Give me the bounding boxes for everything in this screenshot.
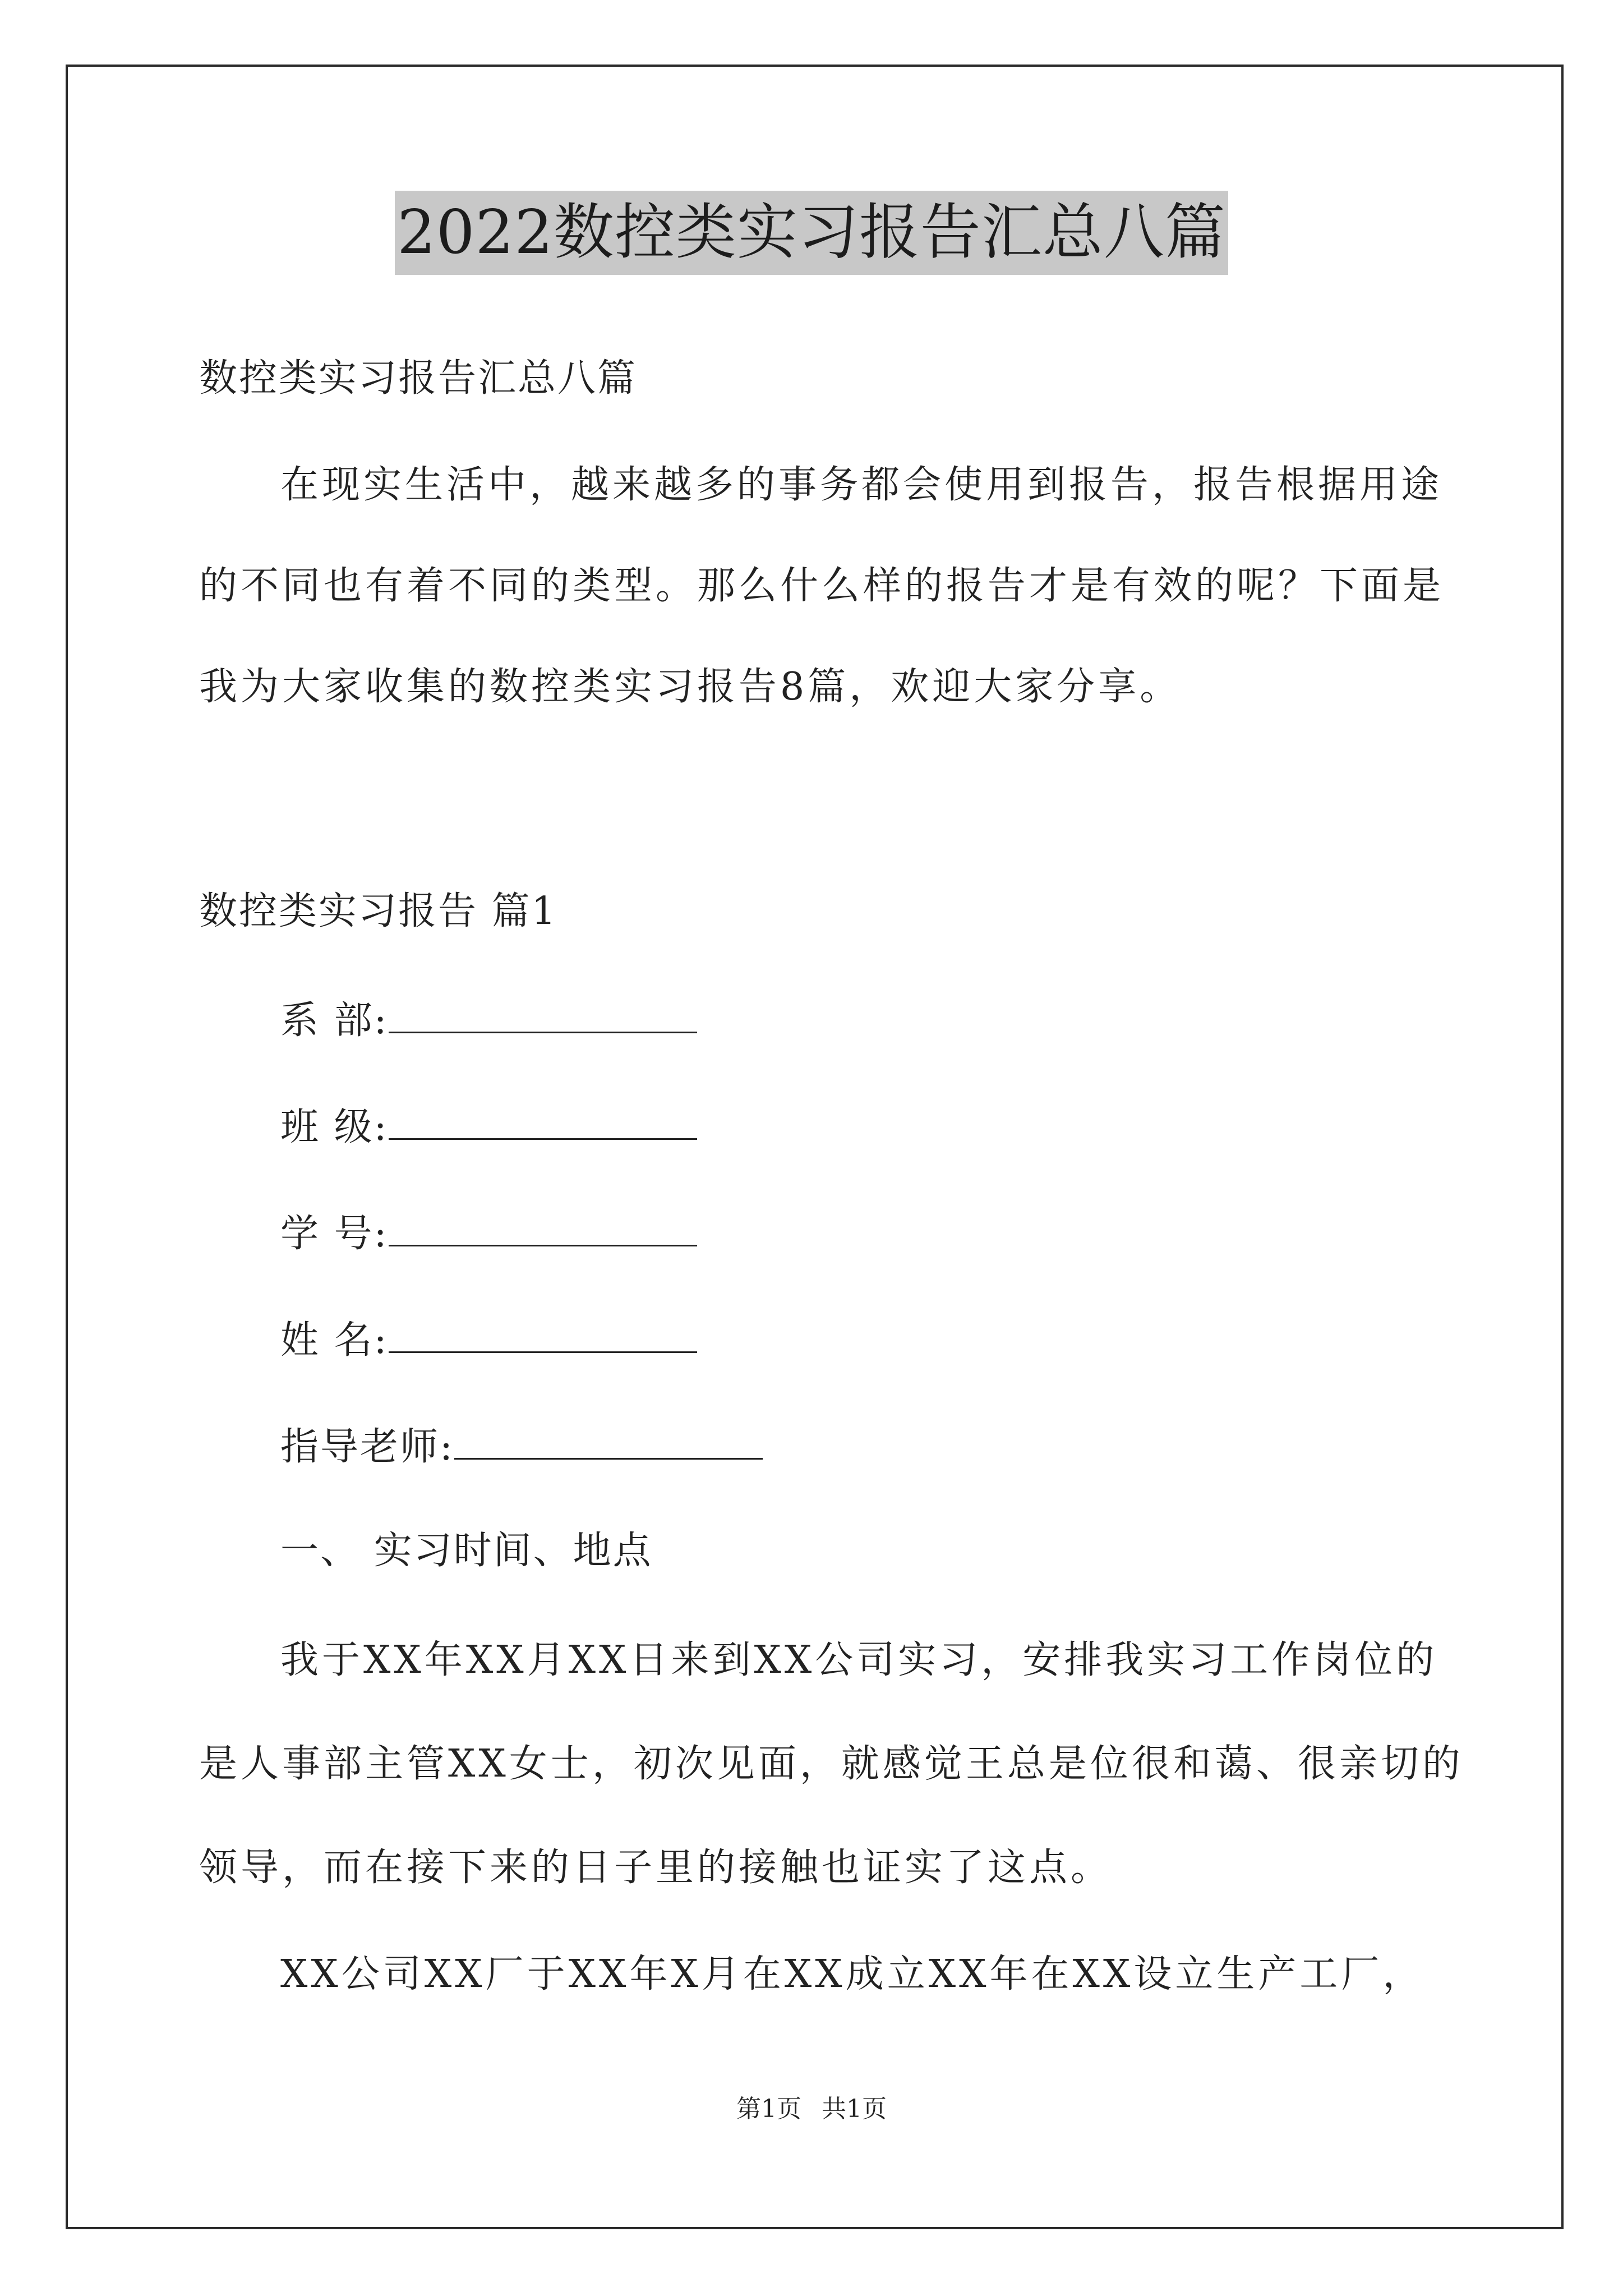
intro-line-3: 我为大家收集的数控类实习报告8篇，欢迎大家分享。 <box>199 665 1182 709</box>
form-field-name <box>280 1315 697 1366</box>
form-field-class <box>280 1102 697 1153</box>
page-number: 第1页 <box>736 2095 801 2123</box>
para2-line-1: XX公司XX厂于XX年X月在XX成立XX年在XX设立生产工厂， <box>280 1952 1424 1996</box>
form-field-department <box>280 996 697 1046</box>
form-label: 系 部: <box>280 999 389 1043</box>
form-label: 指导老师: <box>280 1425 454 1469</box>
intro-line-1: 在现实生活中，越来越多的事务都会使用到报告，报告根据用途 <box>280 463 1443 507</box>
form-label: 姓 名: <box>280 1318 389 1363</box>
page-total: 共1页 <box>822 2095 887 2123</box>
form-field-advisor <box>280 1422 763 1473</box>
blank-line <box>454 1427 763 1460</box>
form-field-student-id <box>280 1209 697 1259</box>
blank-line <box>389 1000 697 1033</box>
blank-line <box>389 1320 697 1353</box>
blank-line <box>389 1213 697 1246</box>
subheading: 一、 实习时间、地点 <box>280 1529 653 1573</box>
para1-line-1: 我于XX年XX月XX日来到XX公司实习，安排我实习工作岗位的 <box>280 1638 1438 1682</box>
title-container <box>0 191 1623 275</box>
form-label: 班 级: <box>280 1105 389 1149</box>
blank-line <box>389 1107 697 1140</box>
document-title: 2022数控类实习报告汇总八篇 <box>395 191 1228 275</box>
para1-line-2: 是人事部主管XX女士，初次见面，就感觉王总是位很和蔼、很亲切的 <box>199 1742 1464 1786</box>
intro-line-2: 的不同也有着不同的类型。那么什么样的报告才是有效的呢？下面是 <box>199 564 1445 608</box>
page-footer <box>0 2092 1623 2126</box>
section-heading: 数控类实习报告 篇1 <box>199 889 557 933</box>
para1-line-3: 领导，而在接下来的日子里的接触也证实了这点。 <box>199 1846 1113 1890</box>
form-label: 学 号: <box>280 1212 389 1256</box>
document-subtitle: 数控类实习报告汇总八篇 <box>199 356 638 401</box>
